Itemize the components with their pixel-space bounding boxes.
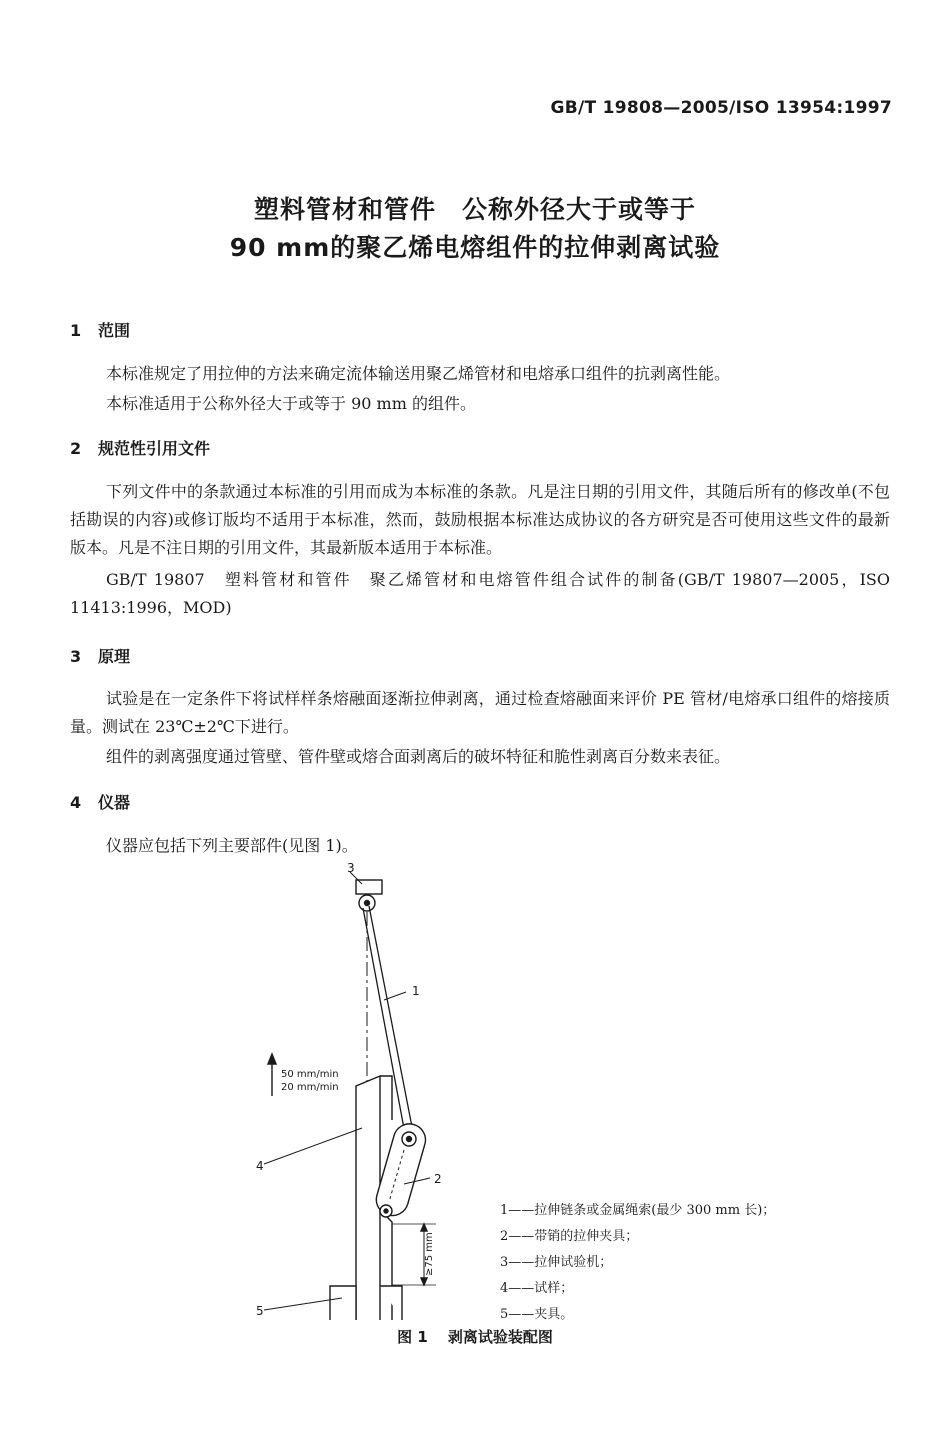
legend-item: 1——拉伸链条或金属绳索(最少 300 mm 长)； xyxy=(500,1203,776,1218)
section-3-para-1: 试验是在一定条件下将试样样条熔融面逐渐拉伸剥离，通过检查熔融面来评价 PE 管材/电熔承口组件的熔接质量。测试在 23℃±2℃下进行。 xyxy=(70,689,890,736)
section-number: 3 xyxy=(70,647,82,666)
section-title: 范围 xyxy=(98,321,131,340)
speed-label-2: 20 mm/min xyxy=(281,1082,339,1093)
figure-legend xyxy=(500,1198,775,1328)
leader-4 xyxy=(264,1128,362,1164)
pulling-grip xyxy=(373,1120,430,1219)
callout-1: 1 xyxy=(412,984,420,998)
speed-label-1: 50 mm/min xyxy=(281,1069,339,1080)
section-number: 4 xyxy=(70,793,82,812)
figure-caption xyxy=(0,1326,950,1347)
leader-1 xyxy=(384,992,406,1000)
document-title-line-1: 塑料管材和管件 公称外径大于或等于 xyxy=(253,195,696,224)
section-2-para-2: GB/T 19807 塑料管材和管件 聚乙烯管材和电熔管件组合试件的制备(GB/T 19807—2005，ISO 11413:1996，MOD) xyxy=(70,570,890,617)
section-2-para-1: 下列文件中的条款通过本标准的引用而成为本标准的条款。凡是注日期的引用文件，其随后所有的修改单(不包括勘误的内容)或修订版均不适用于本标准，然而，鼓励根据本标准达成协议的各方研究是否可使用这些文件的最新版本。凡是不注日期的引用文件，其最新版本适用于本标准。 xyxy=(70,482,890,557)
callout-3: 3 xyxy=(347,861,355,875)
dimension-label: ≥75 mm xyxy=(424,1232,435,1276)
callout-4: 4 xyxy=(256,1159,264,1173)
legend-item: 2——带销的拉伸夹具； xyxy=(500,1229,639,1244)
section-title: 仪器 xyxy=(98,793,131,812)
section-title: 原理 xyxy=(98,647,131,666)
callout-2: 2 xyxy=(434,1172,442,1186)
section-4-para-1: 仪器应包括下列主要部件(见图 1)。 xyxy=(106,836,358,855)
legend-item: 3——拉伸试验机； xyxy=(500,1255,613,1270)
caption-number: 图 1 xyxy=(397,1328,428,1346)
legend-item: 5——夹具。 xyxy=(500,1307,574,1322)
section-number: 2 xyxy=(70,439,82,458)
legend-item: 4——试样； xyxy=(500,1281,574,1296)
section-number: 1 xyxy=(70,321,82,340)
caption-title: 剥离试验装配图 xyxy=(447,1328,553,1346)
callout-5: 5 xyxy=(256,1304,264,1318)
document-title-line-2: 90 mm的聚乙烯电熔组件的拉伸剥离试验 xyxy=(229,233,721,262)
section-title: 规范性引用文件 xyxy=(98,439,211,458)
standard-number: GB/T 19808—2005/ISO 13954:1997 xyxy=(550,98,892,118)
section-1-para-2: 本标准适用于公称外径大于或等于 90 mm 的组件。 xyxy=(106,394,476,413)
section-1-para-1: 本标准规定了用拉伸的方法来确定流体输送用聚乙烯管材和电熔承口组件的抗剥离性能。 xyxy=(106,364,731,383)
section-3-para-2: 组件的剥离强度通过管壁、管件壁或熔合面剥离后的破坏特征和脆性剥离百分数来表征。 xyxy=(106,747,731,766)
